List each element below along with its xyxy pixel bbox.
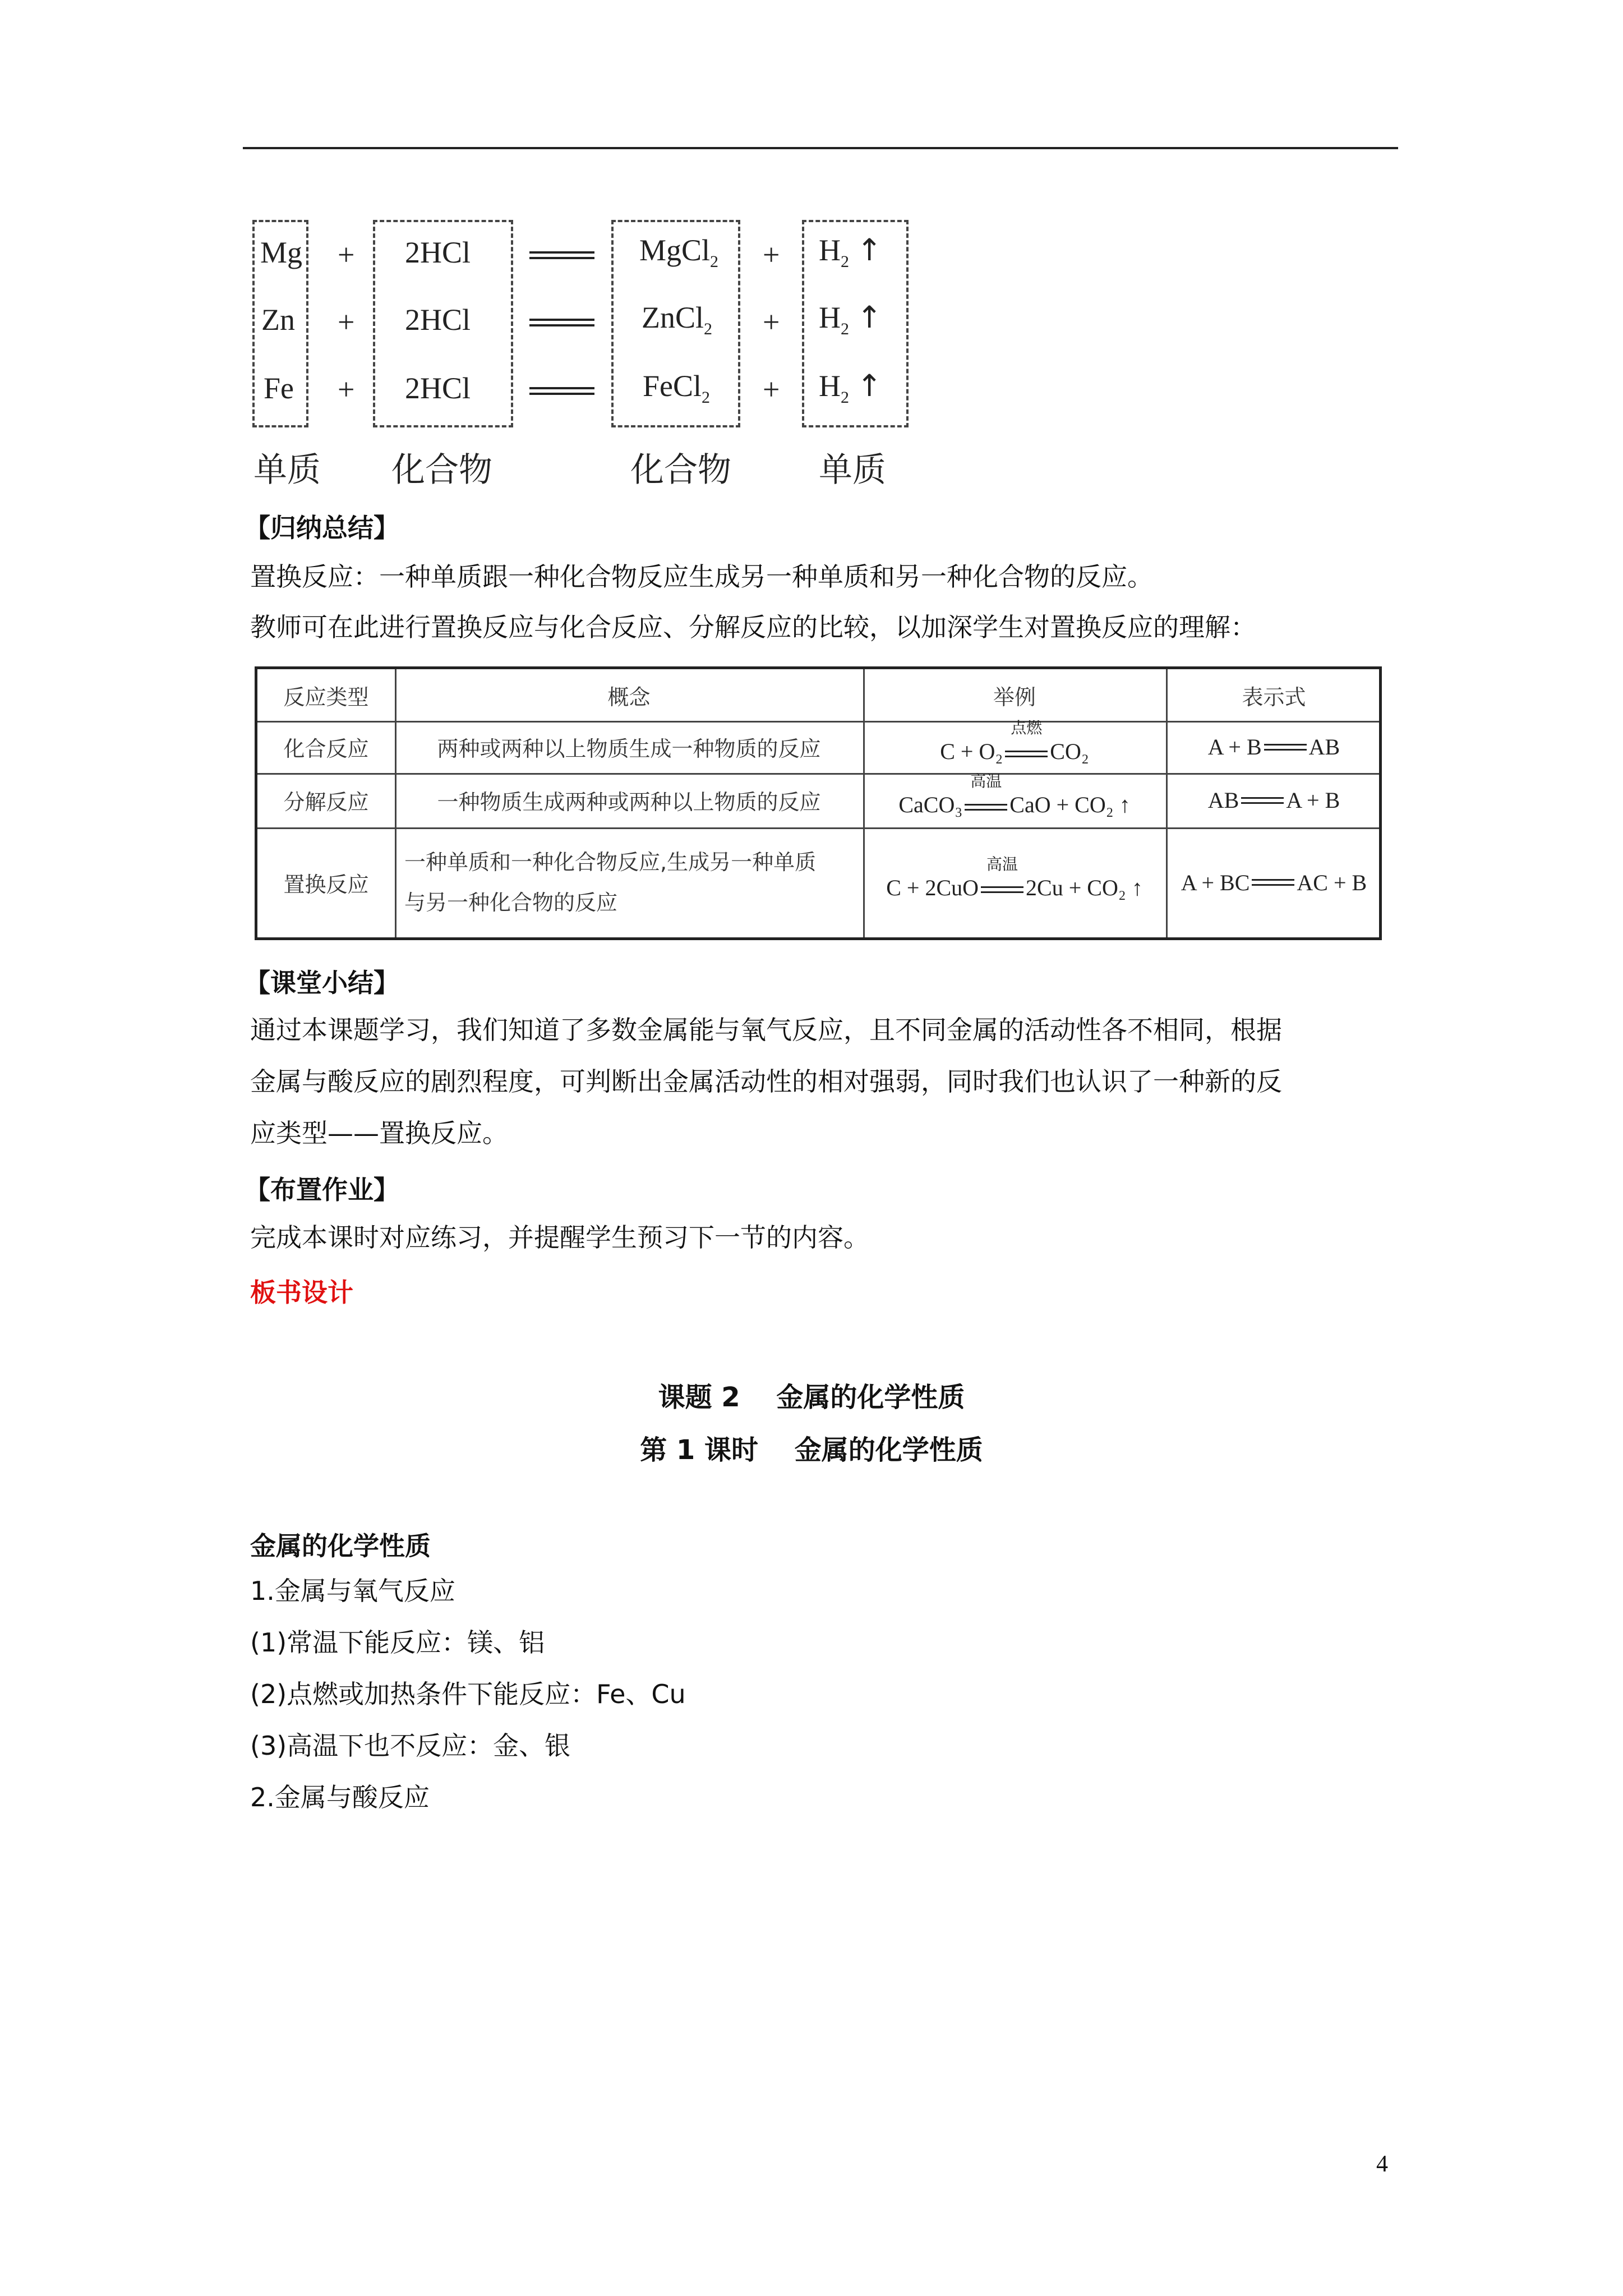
table-header: 概念 (607, 684, 651, 710)
page-number: 4 (1376, 2151, 1388, 2177)
board-subtitle: 第 1 课时 金属的化学性质 (640, 1434, 983, 1466)
summary-line: 置换反应：一种单质跟一种化合物反应生成另一种单质和另一种化合物的反应。 (250, 562, 1153, 592)
equals-sign (529, 251, 594, 259)
plus-sign: + (338, 372, 355, 406)
label-compound: 化合物 (391, 450, 492, 490)
displacement-reaction-diagram (241, 213, 937, 490)
table-header: 反应类型 (283, 684, 369, 710)
table-cell-concept: 一种单质和一种化合物反应,生成另一种单质 与另一种化合物的反应 (404, 850, 817, 915)
table-cell-concept: 一种物质生成两种或两种以上物质的反应 (437, 790, 821, 815)
table-cell-example: CaCO₃ 高温 CaO + CO₂ ↑ (898, 772, 1131, 817)
plus-sign: + (763, 372, 780, 406)
class-summary-line: 金属与酸反应的剧烈程度，可判断出金属活动性的相对强弱，同时我们也认识了一种新的反 (250, 1066, 1282, 1097)
summary-line: 教师可在此进行置换反应与化合反应、分解反应的比较，以加深学生对置换反应的理解： (250, 612, 1256, 642)
table-header: 表示式 (1242, 684, 1306, 710)
class-summary-heading: 【课堂小结】 (245, 968, 399, 998)
table-cell-type: 置换反应 (283, 872, 369, 897)
label-compound: 化合物 (630, 450, 731, 490)
plus-sign: + (763, 305, 780, 339)
metal-cell: Mg (260, 236, 303, 269)
salt-cell: MgCl$_2$ (639, 233, 719, 271)
class-summary-line: 通过本课题学习，我们知道了多数金属能与氧气反应，且不同金属的活动性各不相同，根据 (250, 1015, 1282, 1045)
gas-cell: $H_2$ ↑ (819, 300, 882, 338)
table-header: 举例 (993, 684, 1036, 710)
header-rule (243, 147, 1398, 149)
table-cell-example: C + O₂ 点燃 CO₂ (940, 719, 1089, 764)
table-cell-expression: AB A + B (1207, 788, 1340, 813)
equals-sign (529, 319, 594, 326)
acid-cell: 2HCl (405, 236, 471, 269)
table-cell-type: 化合反应 (283, 737, 369, 761)
board-line: (2)点燃或加热条件下能反应：Fe、Cu (250, 1679, 686, 1709)
plus-sign: + (763, 238, 780, 272)
table-cell-expression: A + B AB (1207, 734, 1340, 760)
plus-sign: + (338, 305, 355, 339)
homework-heading: 【布置作业】 (245, 1175, 399, 1205)
metal-cell: Zn (261, 303, 295, 337)
board-line: (1)常温下能反应：镁、铝 (250, 1627, 545, 1658)
class-summary-line: 应类型——置换反应。 (250, 1118, 508, 1148)
acid-cell: 2HCl (405, 303, 471, 337)
homework-line: 完成本课时对应练习，并提醒学生预习下一节的内容。 (250, 1222, 869, 1253)
salt-cell: ZnCl$_2$ (642, 301, 713, 338)
label-element: 单质 (819, 450, 886, 490)
board-line: (3)高温下也不反应：金、银 (250, 1731, 571, 1761)
board-design-heading: 板书设计 (250, 1277, 353, 1308)
salt-cell: FeCl$_2$ (643, 369, 711, 407)
equals-sign (529, 387, 594, 395)
table-cell-example: C + 2CuO 高温 2Cu + CO₂ ↑ (886, 854, 1143, 900)
metal-cell: Fe (264, 371, 294, 405)
board-line: 2.金属与酸反应 (250, 1782, 430, 1812)
table-cell-type: 分解反应 (283, 790, 369, 815)
table-cell-concept: 两种或两种以上物质生成一种物质的反应 (437, 737, 821, 761)
up-arrow-icon: ↑ (856, 300, 882, 335)
board-line: 1.金属与氧气反应 (250, 1576, 455, 1606)
summary-heading: 【归纳总结】 (245, 513, 399, 543)
board-title: 课题 2 金属的化学性质 (658, 1382, 965, 1413)
label-element: 单质 (253, 450, 321, 490)
up-arrow-icon: ↑ (856, 368, 882, 403)
up-arrow-icon: ↑ (856, 232, 882, 268)
gas-cell: $H_2$ ↑ (819, 232, 882, 271)
acid-cell: 2HCl (405, 371, 471, 405)
board-subheading: 金属的化学性质 (250, 1531, 431, 1561)
table-cell-expression: A + BC AC + B (1181, 869, 1367, 895)
reaction-comparison-table (255, 666, 1382, 940)
gas-cell: $H_2$ ↑ (819, 368, 882, 407)
plus-sign: + (338, 238, 355, 272)
